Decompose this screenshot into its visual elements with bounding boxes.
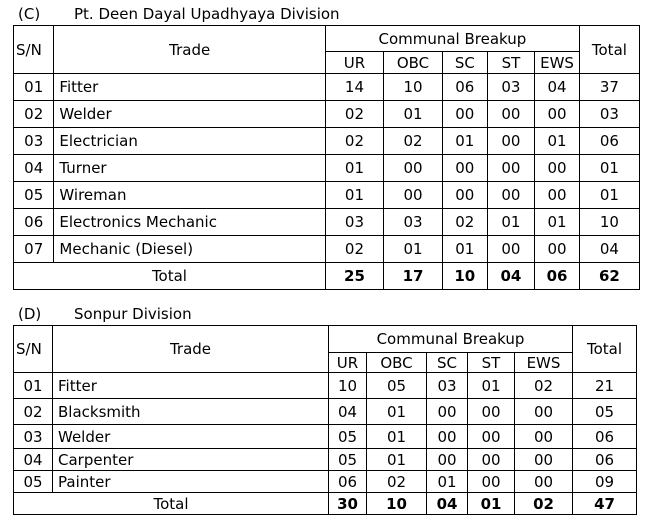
trade-cell: Painter (53, 471, 329, 493)
obc-cell: 01 (383, 236, 442, 263)
st-cell: 01 (468, 373, 515, 399)
ur-total: 30 (329, 493, 367, 515)
grand-total: 62 (579, 263, 639, 290)
trade-header: Trade (54, 26, 326, 74)
table-row (14, 155, 640, 182)
st-cell: 03 (487, 74, 535, 101)
sc-cell: 00 (443, 155, 488, 182)
ews-total: 02 (515, 493, 573, 515)
table-row (14, 209, 640, 236)
table-row (14, 101, 640, 128)
ews-cell: 00 (515, 449, 573, 471)
sc-cell: 06 (443, 74, 488, 101)
trade-cell: Welder (53, 425, 329, 449)
sc-cell: 00 (427, 449, 468, 471)
total-cell: 01 (579, 155, 639, 182)
trade-cell: Turner (54, 155, 326, 182)
sc-cell: 00 (443, 101, 488, 128)
sc-cell: 00 (427, 399, 468, 425)
section-title: Pt. Deen Dayal Upadhyaya Division (74, 5, 340, 23)
ews-cell: 01 (535, 128, 580, 155)
sn-cell: 05 (14, 182, 54, 209)
obc-cell: 10 (383, 74, 442, 101)
sn-cell: 07 (14, 236, 54, 263)
ur-cell: 04 (329, 399, 367, 425)
division-d-table (13, 325, 637, 515)
table-row (14, 399, 637, 425)
st-cell: 00 (468, 471, 515, 493)
st-header: ST (487, 52, 535, 74)
ews-cell: 04 (535, 74, 580, 101)
total-cell: 06 (573, 425, 637, 449)
sn-cell: 04 (14, 155, 54, 182)
totals-row (14, 263, 640, 290)
total-cell: 10 (579, 209, 639, 236)
obc-cell: 01 (367, 425, 427, 449)
total-cell: 06 (579, 128, 639, 155)
obc-header: OBC (367, 353, 427, 373)
obc-cell: 03 (383, 209, 442, 236)
sc-cell: 00 (427, 425, 468, 449)
ur-cell: 03 (325, 209, 383, 236)
sc-cell: 01 (443, 236, 488, 263)
trade-cell: Mechanic (Diesel) (54, 236, 326, 263)
header-row (14, 326, 637, 353)
ur-header: UR (325, 52, 383, 74)
sn-cell: 02 (14, 399, 53, 425)
ur-cell: 10 (329, 373, 367, 399)
obc-cell: 01 (367, 449, 427, 471)
sn-header: S/N (14, 326, 53, 373)
st-cell: 00 (468, 425, 515, 449)
trade-cell: Carpenter (53, 449, 329, 471)
table-row (14, 182, 640, 209)
ur-cell: 02 (325, 128, 383, 155)
ews-cell: 00 (515, 425, 573, 449)
st-cell: 00 (487, 128, 535, 155)
trade-cell: Blacksmith (53, 399, 329, 425)
ur-cell: 01 (325, 155, 383, 182)
obc-cell: 02 (367, 471, 427, 493)
obc-header: OBC (383, 52, 442, 74)
ews-header: EWS (535, 52, 580, 74)
sc-header: SC (443, 52, 488, 74)
total-cell: 21 (573, 373, 637, 399)
ews-cell: 00 (515, 471, 573, 493)
ur-cell: 05 (329, 425, 367, 449)
st-cell: 00 (468, 449, 515, 471)
total-cell: 04 (579, 236, 639, 263)
sn-header: S/N (14, 26, 54, 74)
ews-cell: 02 (515, 373, 573, 399)
trade-cell: Welder (54, 101, 326, 128)
ur-cell: 06 (329, 471, 367, 493)
sc-header: SC (427, 353, 468, 373)
totals-label: Total (14, 263, 326, 290)
obc-cell: 02 (383, 128, 442, 155)
st-cell: 00 (487, 236, 535, 263)
sc-total: 04 (427, 493, 468, 515)
ews-cell: 01 (535, 209, 580, 236)
sn-cell: 03 (14, 128, 54, 155)
sc-cell: 02 (443, 209, 488, 236)
sn-cell: 04 (14, 449, 53, 471)
trade-cell: Electronics Mechanic (54, 209, 326, 236)
total-cell: 01 (579, 182, 639, 209)
division-c-table (13, 25, 640, 290)
total-cell: 03 (579, 101, 639, 128)
obc-cell: 01 (367, 399, 427, 425)
header-row (14, 26, 640, 52)
sc-cell: 00 (443, 182, 488, 209)
section-c-heading (18, 5, 340, 23)
ur-cell: 05 (329, 449, 367, 471)
ur-cell: 01 (325, 182, 383, 209)
communal-breakup-header: Communal Breakup (325, 26, 579, 52)
ur-total: 25 (325, 263, 383, 290)
table-row (14, 128, 640, 155)
ur-cell: 14 (325, 74, 383, 101)
ews-header: EWS (515, 353, 573, 373)
section-code: (C) (18, 5, 41, 23)
st-cell: 00 (468, 399, 515, 425)
communal-breakup-header: Communal Breakup (329, 326, 573, 353)
trade-cell: Electrician (54, 128, 326, 155)
ews-cell: 00 (515, 399, 573, 425)
st-total: 04 (487, 263, 535, 290)
trade-cell: Fitter (53, 373, 329, 399)
trade-cell: Wireman (54, 182, 326, 209)
st-cell: 00 (487, 182, 535, 209)
sn-cell: 01 (14, 373, 53, 399)
grand-total: 47 (573, 493, 637, 515)
table-row (14, 425, 637, 449)
st-header: ST (468, 353, 515, 373)
ews-cell: 00 (535, 101, 580, 128)
section-title: Sonpur Division (74, 305, 192, 323)
ews-cell: 00 (535, 236, 580, 263)
sc-total: 10 (443, 263, 488, 290)
st-cell: 00 (487, 155, 535, 182)
table-row (14, 373, 637, 399)
section-code: (D) (18, 305, 42, 323)
obc-cell: 05 (367, 373, 427, 399)
st-total: 01 (468, 493, 515, 515)
ur-header: UR (329, 353, 367, 373)
table-row (14, 74, 640, 101)
total-cell: 05 (573, 399, 637, 425)
total-cell: 09 (573, 471, 637, 493)
obc-total: 17 (383, 263, 442, 290)
ews-cell: 00 (535, 182, 580, 209)
ews-cell: 00 (535, 155, 580, 182)
sc-cell: 01 (427, 471, 468, 493)
sc-cell: 01 (443, 128, 488, 155)
total-cell: 37 (579, 74, 639, 101)
section-d-heading (18, 305, 192, 323)
st-cell: 00 (487, 101, 535, 128)
ur-cell: 02 (325, 101, 383, 128)
ur-cell: 02 (325, 236, 383, 263)
total-cell: 06 (573, 449, 637, 471)
st-cell: 01 (487, 209, 535, 236)
obc-cell: 00 (383, 155, 442, 182)
table-row (14, 449, 637, 471)
sn-cell: 03 (14, 425, 53, 449)
ews-total: 06 (535, 263, 580, 290)
sn-cell: 02 (14, 101, 54, 128)
total-header: Total (579, 26, 639, 74)
obc-cell: 01 (383, 101, 442, 128)
trade-cell: Fitter (54, 74, 326, 101)
sn-cell: 06 (14, 209, 54, 236)
obc-total: 10 (367, 493, 427, 515)
trade-header: Trade (53, 326, 329, 373)
totals-row (14, 493, 637, 515)
total-header: Total (573, 326, 637, 373)
sn-cell: 01 (14, 74, 54, 101)
totals-label: Total (14, 493, 329, 515)
table-row (14, 471, 637, 493)
sn-cell: 05 (14, 471, 53, 493)
sc-cell: 03 (427, 373, 468, 399)
obc-cell: 00 (383, 182, 442, 209)
table-row (14, 236, 640, 263)
